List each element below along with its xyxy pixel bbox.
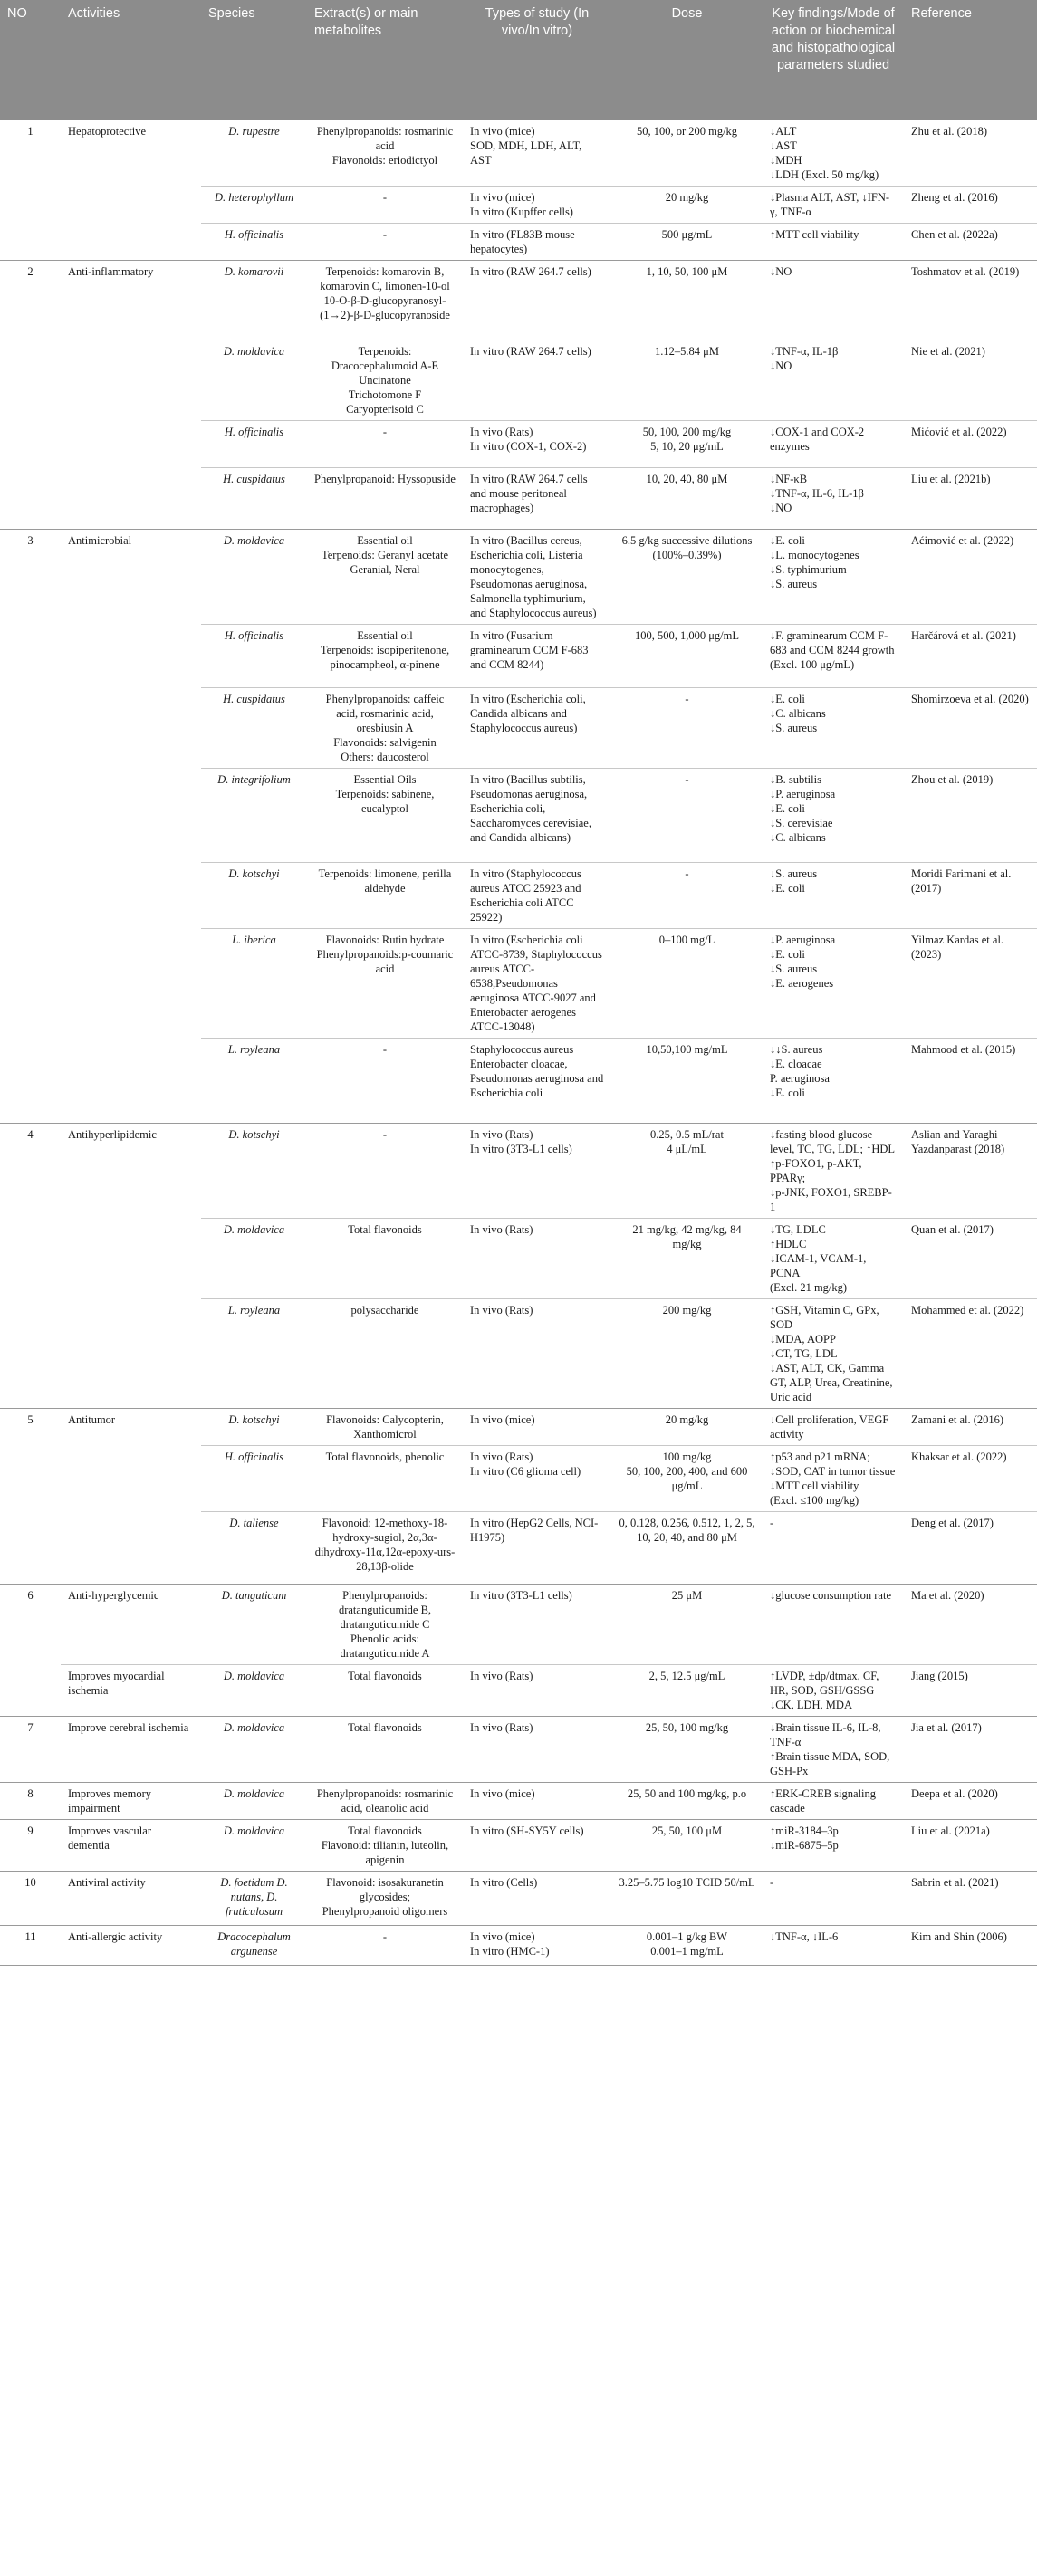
row-dose: 25, 50, 100 μM: [611, 1820, 763, 1872]
table-row: [0, 1299, 1037, 1409]
row-activity: [61, 769, 201, 863]
row-dose: 0, 0.128, 0.256, 0.512, 1, 2, 5, 10, 20, 40, and 80 μM: [611, 1512, 763, 1585]
row-species: D. kotschyi: [201, 863, 307, 929]
row-study-type: In vivo (mice) SOD, MDH, LDH, ALT, AST: [463, 120, 611, 187]
row-extracts: Total flavonoids, phenolic: [307, 1446, 463, 1512]
row-species: D. kotschyi: [201, 1124, 307, 1219]
row-extracts: Phenylpropanoids: rosmarinic acid, oleanolic acid: [307, 1783, 463, 1820]
row-study-type: Staphylococcus aureus Enterobacter cloacae, Pseudomonas aeruginosa and Escherichia coli: [463, 1039, 611, 1124]
row-reference: Ma et al. (2020): [904, 1585, 1037, 1665]
row-study-type: In vivo (Rats): [463, 1717, 611, 1783]
table-row: [0, 1872, 1037, 1926]
row-reference: Aćimović et al. (2022): [904, 530, 1037, 625]
row-no: 5: [0, 1409, 61, 1446]
row-reference: Mohammed et al. (2022): [904, 1299, 1037, 1409]
row-species: D. moldavica: [201, 1665, 307, 1717]
row-no: 7: [0, 1717, 61, 1783]
row-dose: 200 mg/kg: [611, 1299, 763, 1409]
table-row: [0, 1717, 1037, 1783]
row-findings: -: [763, 1872, 904, 1926]
row-study-type: In vitro (SH-SY5Y cells): [463, 1820, 611, 1872]
row-species: D. kotschyi: [201, 1409, 307, 1446]
row-reference: Harčárová et al. (2021): [904, 625, 1037, 688]
row-activity: [61, 1219, 201, 1299]
col-dose: Dose: [611, 0, 763, 120]
row-extracts: -: [307, 224, 463, 261]
row-no: 2: [0, 261, 61, 340]
row-no: [0, 625, 61, 688]
row-study-type: In vivo (mice): [463, 1409, 611, 1446]
row-no: [0, 224, 61, 261]
row-activity: [61, 863, 201, 929]
row-reference: Jia et al. (2017): [904, 1717, 1037, 1783]
row-findings: ↓P. aeruginosa ↓E. coli ↓S. aureus ↓E. aerogenes: [763, 929, 904, 1039]
row-findings: ↓TNF-α, IL-1β ↓NO: [763, 340, 904, 421]
row-study-type: In vivo (Rats) In vitro (C6 glioma cell): [463, 1446, 611, 1512]
row-species: D. taliense: [201, 1512, 307, 1585]
row-reference: Moridi Farimani et al. (2017): [904, 863, 1037, 929]
row-dose: 3.25–5.75 log10 TCID 50/mL: [611, 1872, 763, 1926]
row-activity: [61, 688, 201, 769]
row-extracts: Total flavonoids: [307, 1717, 463, 1783]
row-extracts: Terpenoids: limonene, perilla aldehyde: [307, 863, 463, 929]
row-activity: [61, 1299, 201, 1409]
row-activity: Improves vascular dementia: [61, 1820, 201, 1872]
row-extracts: -: [307, 1124, 463, 1219]
row-dose: -: [611, 769, 763, 863]
row-no: [0, 1299, 61, 1409]
row-extracts: -: [307, 1926, 463, 1966]
row-findings: ↓Cell proliferation, VEGF activity: [763, 1409, 904, 1446]
row-reference: Khaksar et al. (2022): [904, 1446, 1037, 1512]
row-findings: ↑GSH, Vitamin C, GPx, SOD ↓MDA, AOPP ↓CT, TG, LDL ↓AST, ALT, CK, Gamma GT, ALP, Urea, Creatinine, Uric acid: [763, 1299, 904, 1409]
row-reference: Aslian and Yaraghi Yazdanparast (2018): [904, 1124, 1037, 1219]
row-dose: 10,50,100 mg/mL: [611, 1039, 763, 1124]
row-findings: ↓E. coli ↓L. monocytogenes ↓S. typhimurium ↓S. aureus: [763, 530, 904, 625]
row-species: D. moldavica: [201, 1219, 307, 1299]
row-study-type: In vitro (3T3-L1 cells): [463, 1585, 611, 1665]
row-dose: 1, 10, 50, 100 μM: [611, 261, 763, 340]
col-species: Species: [201, 0, 307, 120]
row-reference: Liu et al. (2021b): [904, 468, 1037, 530]
row-activity: [61, 421, 201, 468]
row-study-type: In vitro (RAW 264.7 cells and mouse peritoneal macrophages): [463, 468, 611, 530]
row-findings: ↓glucose consumption rate: [763, 1585, 904, 1665]
row-study-type: In vivo (mice) In vitro (HMC-1): [463, 1926, 611, 1966]
row-reference: Deng et al. (2017): [904, 1512, 1037, 1585]
row-no: 1: [0, 120, 61, 187]
row-findings: ↓S. aureus ↓E. coli: [763, 863, 904, 929]
table-row: [0, 340, 1037, 421]
row-findings: ↓↓S. aureus ↓E. cloacae P. aeruginosa ↓E. coli: [763, 1039, 904, 1124]
table-row: [0, 1039, 1037, 1124]
row-no: [0, 863, 61, 929]
row-reference: Chen et al. (2022a): [904, 224, 1037, 261]
row-study-type: In vitro (HepG2 Cells, NCI-H1975): [463, 1512, 611, 1585]
row-reference: Shomirzoeva et al. (2020): [904, 688, 1037, 769]
table-row: [0, 1219, 1037, 1299]
row-dose: -: [611, 688, 763, 769]
row-extracts: Total flavonoids Flavonoid: tilianin, luteolin, apigenin: [307, 1820, 463, 1872]
row-extracts: polysaccharide: [307, 1299, 463, 1409]
table-row: [0, 1665, 1037, 1717]
row-dose: 500 μg/mL: [611, 224, 763, 261]
table-row: [0, 1446, 1037, 1512]
table-row: [0, 1409, 1037, 1446]
row-no: [0, 1665, 61, 1717]
table-row: [0, 530, 1037, 625]
row-reference: Deepa et al. (2020): [904, 1783, 1037, 1820]
row-study-type: In vivo (Rats): [463, 1299, 611, 1409]
row-species: D. moldavica: [201, 340, 307, 421]
row-reference: Zamani et al. (2016): [904, 1409, 1037, 1446]
row-dose: 25, 50, 100 mg/kg: [611, 1717, 763, 1783]
col-activities: Activities: [61, 0, 201, 120]
row-extracts: Flavonoid: isosakuranetin glycosides; Phenylpropanoid oligomers: [307, 1872, 463, 1926]
row-species: H. officinalis: [201, 1446, 307, 1512]
row-study-type: In vitro (Escherichia coli ATCC-8739, Staphylococcus aureus ATCC-6538,Pseudomonas aeruginosa ATCC-9027 and Enterobacter aerogenes ATCC-13048): [463, 929, 611, 1039]
row-findings: ↑p53 and p21 mRNA; ↓SOD, CAT in tumor tissue ↓MTT cell viability (Excl. ≤100 mg/kg): [763, 1446, 904, 1512]
row-findings: ↓E. coli ↓C. albicans ↓S. aureus: [763, 688, 904, 769]
row-activity: Hepatoprotective: [61, 120, 201, 187]
row-species: D. moldavica: [201, 530, 307, 625]
row-no: 3: [0, 530, 61, 625]
row-findings: ↓COX-1 and COX-2 enzymes: [763, 421, 904, 468]
row-dose: 0.25, 0.5 mL/rat 4 μL/mL: [611, 1124, 763, 1219]
row-study-type: In vitro (Cells): [463, 1872, 611, 1926]
table-row: [0, 1585, 1037, 1665]
row-activity: [61, 1512, 201, 1585]
header-row: [0, 0, 1037, 120]
row-species: H. cuspidatus: [201, 468, 307, 530]
row-activity: [61, 1039, 201, 1124]
row-dose: 0–100 mg/L: [611, 929, 763, 1039]
row-species: H. cuspidatus: [201, 688, 307, 769]
row-reference: Zhu et al. (2018): [904, 120, 1037, 187]
table-row: [0, 468, 1037, 530]
row-dose: 2, 5, 12.5 μg/mL: [611, 1665, 763, 1717]
row-extracts: Phenylpropanoids: dratanguticumide B, dratanguticumide C Phenolic acids: dratanguticumide A: [307, 1585, 463, 1665]
row-extracts: Phenylpropanoid: Hyssopuside: [307, 468, 463, 530]
row-no: 8: [0, 1783, 61, 1820]
row-dose: 25, 50 and 100 mg/kg, p.o: [611, 1783, 763, 1820]
table-row: [0, 1820, 1037, 1872]
row-reference: Quan et al. (2017): [904, 1219, 1037, 1299]
row-study-type: In vivo (mice) In vitro (Kupffer cells): [463, 187, 611, 224]
row-reference: Kim and Shin (2006): [904, 1926, 1037, 1966]
row-extracts: Terpenoids: komarovin B, komarovin C, limonen-10-ol 10-O-β-D-glucopyranosyl-(1→2)-β-D-glucopyranoside: [307, 261, 463, 340]
row-extracts: Phenylpropanoids: rosmarinic acid Flavonoids: eriodictyol: [307, 120, 463, 187]
row-dose: 20 mg/kg: [611, 1409, 763, 1446]
row-study-type: In vitro (FL83B mouse hepatocytes): [463, 224, 611, 261]
row-findings: ↑ERK-CREB signaling cascade: [763, 1783, 904, 1820]
row-reference: Mićović et al. (2022): [904, 421, 1037, 468]
row-findings: ↓NF-κB ↓TNF-α, IL-6, IL-1β ↓NO: [763, 468, 904, 530]
row-reference: Nie et al. (2021): [904, 340, 1037, 421]
row-extracts: Phenylpropanoids: caffeic acid, rosmarinic acid, oresbiusin A Flavonoids: salvigenin Others: daucosterol: [307, 688, 463, 769]
row-reference: Zhou et al. (2019): [904, 769, 1037, 863]
table-row: [0, 1926, 1037, 1966]
row-study-type: In vivo (Rats) In vitro (3T3-L1 cells): [463, 1124, 611, 1219]
row-study-type: In vivo (mice): [463, 1783, 611, 1820]
row-extracts: Essential oil Terpenoids: Geranyl acetate Geranial, Neral: [307, 530, 463, 625]
row-dose: 100 mg/kg 50, 100, 200, 400, and 600 μg/mL: [611, 1446, 763, 1512]
row-activity: [61, 224, 201, 261]
table-row: [0, 688, 1037, 769]
row-activity: Antihyperlipidemic: [61, 1124, 201, 1219]
row-activity: Antitumor: [61, 1409, 201, 1446]
row-species: D. komarovii: [201, 261, 307, 340]
row-extracts: Essential Oils Terpenoids: sabinene, eucalyptol: [307, 769, 463, 863]
row-reference: Toshmatov et al. (2019): [904, 261, 1037, 340]
row-species: L. iberica: [201, 929, 307, 1039]
row-reference: Jiang (2015): [904, 1665, 1037, 1717]
row-activity: [61, 187, 201, 224]
row-study-type: In vitro (Escherichia coli, Candida albicans and Staphylococcus aureus): [463, 688, 611, 769]
col-findings: Key findings/Mode of action or biochemical and histopathological parameters studied: [763, 0, 904, 120]
row-activity: Antiviral activity: [61, 1872, 201, 1926]
row-no: [0, 187, 61, 224]
row-findings: ↓F. graminearum CCM F-683 and CCM 8244 growth (Excl. 100 μg/mL): [763, 625, 904, 688]
table-row: [0, 1512, 1037, 1585]
row-reference: Sabrin et al. (2021): [904, 1872, 1037, 1926]
row-study-type: In vitro (RAW 264.7 cells): [463, 340, 611, 421]
row-no: [0, 1219, 61, 1299]
row-activity: Improves myocardial ischemia: [61, 1665, 201, 1717]
col-no: NO: [0, 0, 61, 120]
table-row: [0, 863, 1037, 929]
table-row: [0, 187, 1037, 224]
row-study-type: In vivo (Rats) In vitro (COX-1, COX-2): [463, 421, 611, 468]
row-no: [0, 468, 61, 530]
row-activity: [61, 468, 201, 530]
row-findings: ↓NO: [763, 261, 904, 340]
row-activity: Anti-hyperglycemic: [61, 1585, 201, 1665]
row-findings: ↓TNF-α, ↓IL-6: [763, 1926, 904, 1966]
row-no: [0, 1039, 61, 1124]
row-findings: ↓ALT ↓AST ↓MDH ↓LDH (Excl. 50 mg/kg): [763, 120, 904, 187]
row-findings: ↓Plasma ALT, AST, ↓IFN-γ, TNF-α: [763, 187, 904, 224]
row-species: D. integrifolium: [201, 769, 307, 863]
row-reference: Yilmaz Kardas et al. (2023): [904, 929, 1037, 1039]
row-species: D. moldavica: [201, 1820, 307, 1872]
row-dose: 100, 500, 1,000 μg/mL: [611, 625, 763, 688]
row-dose: 0.001–1 g/kg BW 0.001–1 mg/mL: [611, 1926, 763, 1966]
row-species: H. officinalis: [201, 421, 307, 468]
row-extracts: -: [307, 421, 463, 468]
table-row: [0, 224, 1037, 261]
row-no: 4: [0, 1124, 61, 1219]
row-findings: ↓fasting blood glucose level, TC, TG, LDL; ↑HDL ↑p-FOXO1, p-AKT, PPARγ; ↓p-JNK, FOXO1, SREBP-1: [763, 1124, 904, 1219]
row-extracts: Terpenoids: Dracocephalumoid A-E Uncinatone Trichotomone F Caryopterisoid C: [307, 340, 463, 421]
row-dose: 21 mg/kg, 42 mg/kg, 84 mg/kg: [611, 1219, 763, 1299]
row-no: 6: [0, 1585, 61, 1665]
row-no: [0, 688, 61, 769]
row-no: 10: [0, 1872, 61, 1926]
row-species: L. royleana: [201, 1039, 307, 1124]
row-species: D. heterophyllum: [201, 187, 307, 224]
row-dose: 1.12–5.84 μM: [611, 340, 763, 421]
row-activity: [61, 625, 201, 688]
table-row: [0, 625, 1037, 688]
row-extracts: Total flavonoids: [307, 1219, 463, 1299]
row-study-type: In vitro (Bacillus subtilis, Pseudomonas aeruginosa, Escherichia coli, Saccharomyces cerevisiae, and Candida albicans): [463, 769, 611, 863]
row-species: D. tanguticum: [201, 1585, 307, 1665]
row-study-type: In vitro (Staphylococcus aureus ATCC 25923 and Escherichia coli ATCC 25922): [463, 863, 611, 929]
row-activity: Antimicrobial: [61, 530, 201, 625]
row-dose: 25 μM: [611, 1585, 763, 1665]
row-dose: 50, 100, or 200 mg/kg: [611, 120, 763, 187]
row-activity: [61, 1446, 201, 1512]
table-row: [0, 421, 1037, 468]
row-extracts: -: [307, 1039, 463, 1124]
row-activity: Anti-inflammatory: [61, 261, 201, 340]
row-no: [0, 340, 61, 421]
row-no: 11: [0, 1926, 61, 1966]
row-no: [0, 1512, 61, 1585]
row-study-type: In vivo (Rats): [463, 1219, 611, 1299]
row-extracts: Flavonoids: Rutin hydrate Phenylpropanoids:p-coumaric acid: [307, 929, 463, 1039]
row-findings: ↓TG, LDLC ↑HDLC ↓ICAM-1, VCAM-1, PCNA (Excl. 21 mg/kg): [763, 1219, 904, 1299]
row-extracts: -: [307, 187, 463, 224]
table-row: [0, 769, 1037, 863]
row-species: D. rupestre: [201, 120, 307, 187]
row-extracts: Essential oil Terpenoids: isopiperitenone, pinocampheol, α-pinene: [307, 625, 463, 688]
row-findings: ↓Brain tissue IL-6, IL-8, TNF-α ↑Brain tissue MDA, SOD, GSH-Px: [763, 1717, 904, 1783]
row-species: Dracocephalum argunense: [201, 1926, 307, 1966]
row-species: H. officinalis: [201, 625, 307, 688]
row-dose: 20 mg/kg: [611, 187, 763, 224]
row-dose: 50, 100, 200 mg/kg 5, 10, 20 μg/mL: [611, 421, 763, 468]
row-reference: Liu et al. (2021a): [904, 1820, 1037, 1872]
row-species: D. moldavica: [201, 1717, 307, 1783]
row-findings: ↑miR-3184–3p ↓miR-6875–5p: [763, 1820, 904, 1872]
row-study-type: In vitro (RAW 264.7 cells): [463, 261, 611, 340]
row-no: 9: [0, 1820, 61, 1872]
row-activity: Improve cerebral ischemia: [61, 1717, 201, 1783]
row-findings: ↑MTT cell viability: [763, 224, 904, 261]
row-no: [0, 1446, 61, 1512]
row-reference: Zheng et al. (2016): [904, 187, 1037, 224]
row-no: [0, 769, 61, 863]
row-study-type: In vitro (Bacillus cereus, Escherichia coli, Listeria monocytogenes, Pseudomonas aeruginosa, Salmonella typhimurium, and Staphylococcus aureus): [463, 530, 611, 625]
row-species: D. foetidum D. nutans, D. fruticulosum: [201, 1872, 307, 1926]
row-dose: -: [611, 863, 763, 929]
row-dose: 6.5 g/kg successive dilutions (100%–0.39%): [611, 530, 763, 625]
table-row: [0, 1124, 1037, 1219]
row-findings: ↓B. subtilis ↓P. aeruginosa ↓E. coli ↓S. cerevisiae ↓C. albicans: [763, 769, 904, 863]
row-activity: [61, 929, 201, 1039]
table-row: [0, 929, 1037, 1039]
table-row: [0, 1783, 1037, 1820]
row-extracts: Flavonoids: Calycopterin, Xanthomicrol: [307, 1409, 463, 1446]
row-study-type: In vivo (Rats): [463, 1665, 611, 1717]
row-species: L. royleana: [201, 1299, 307, 1409]
col-reference: Reference: [904, 0, 1037, 120]
row-activity: [61, 340, 201, 421]
row-no: [0, 421, 61, 468]
row-dose: 10, 20, 40, 80 μM: [611, 468, 763, 530]
row-extracts: Total flavonoids: [307, 1665, 463, 1717]
row-reference: Mahmood et al. (2015): [904, 1039, 1037, 1124]
row-findings: ↑LVDP, ±dp/dtmax, CF, HR, SOD, GSH/GSSG ↓CK, LDH, MDA: [763, 1665, 904, 1717]
row-species: D. moldavica: [201, 1783, 307, 1820]
col-types: Types of study (In vivo/In vitro): [463, 0, 611, 120]
row-no: [0, 929, 61, 1039]
table-row: [0, 120, 1037, 187]
row-study-type: In vitro (Fusarium graminearum CCM F-683 and CCM 8244): [463, 625, 611, 688]
row-activity: Improves memory impairment: [61, 1783, 201, 1820]
row-findings: -: [763, 1512, 904, 1585]
row-extracts: Flavonoid: 12-methoxy-18-hydroxy-sugiol, 2α,3α-dihydroxy-11α,12α-epoxy-urs-28,13β-olide: [307, 1512, 463, 1585]
col-extracts: Extract(s) or main metabolites: [307, 0, 463, 120]
row-species: H. officinalis: [201, 224, 307, 261]
table-row: [0, 261, 1037, 340]
row-activity: Anti-allergic activity: [61, 1926, 201, 1966]
